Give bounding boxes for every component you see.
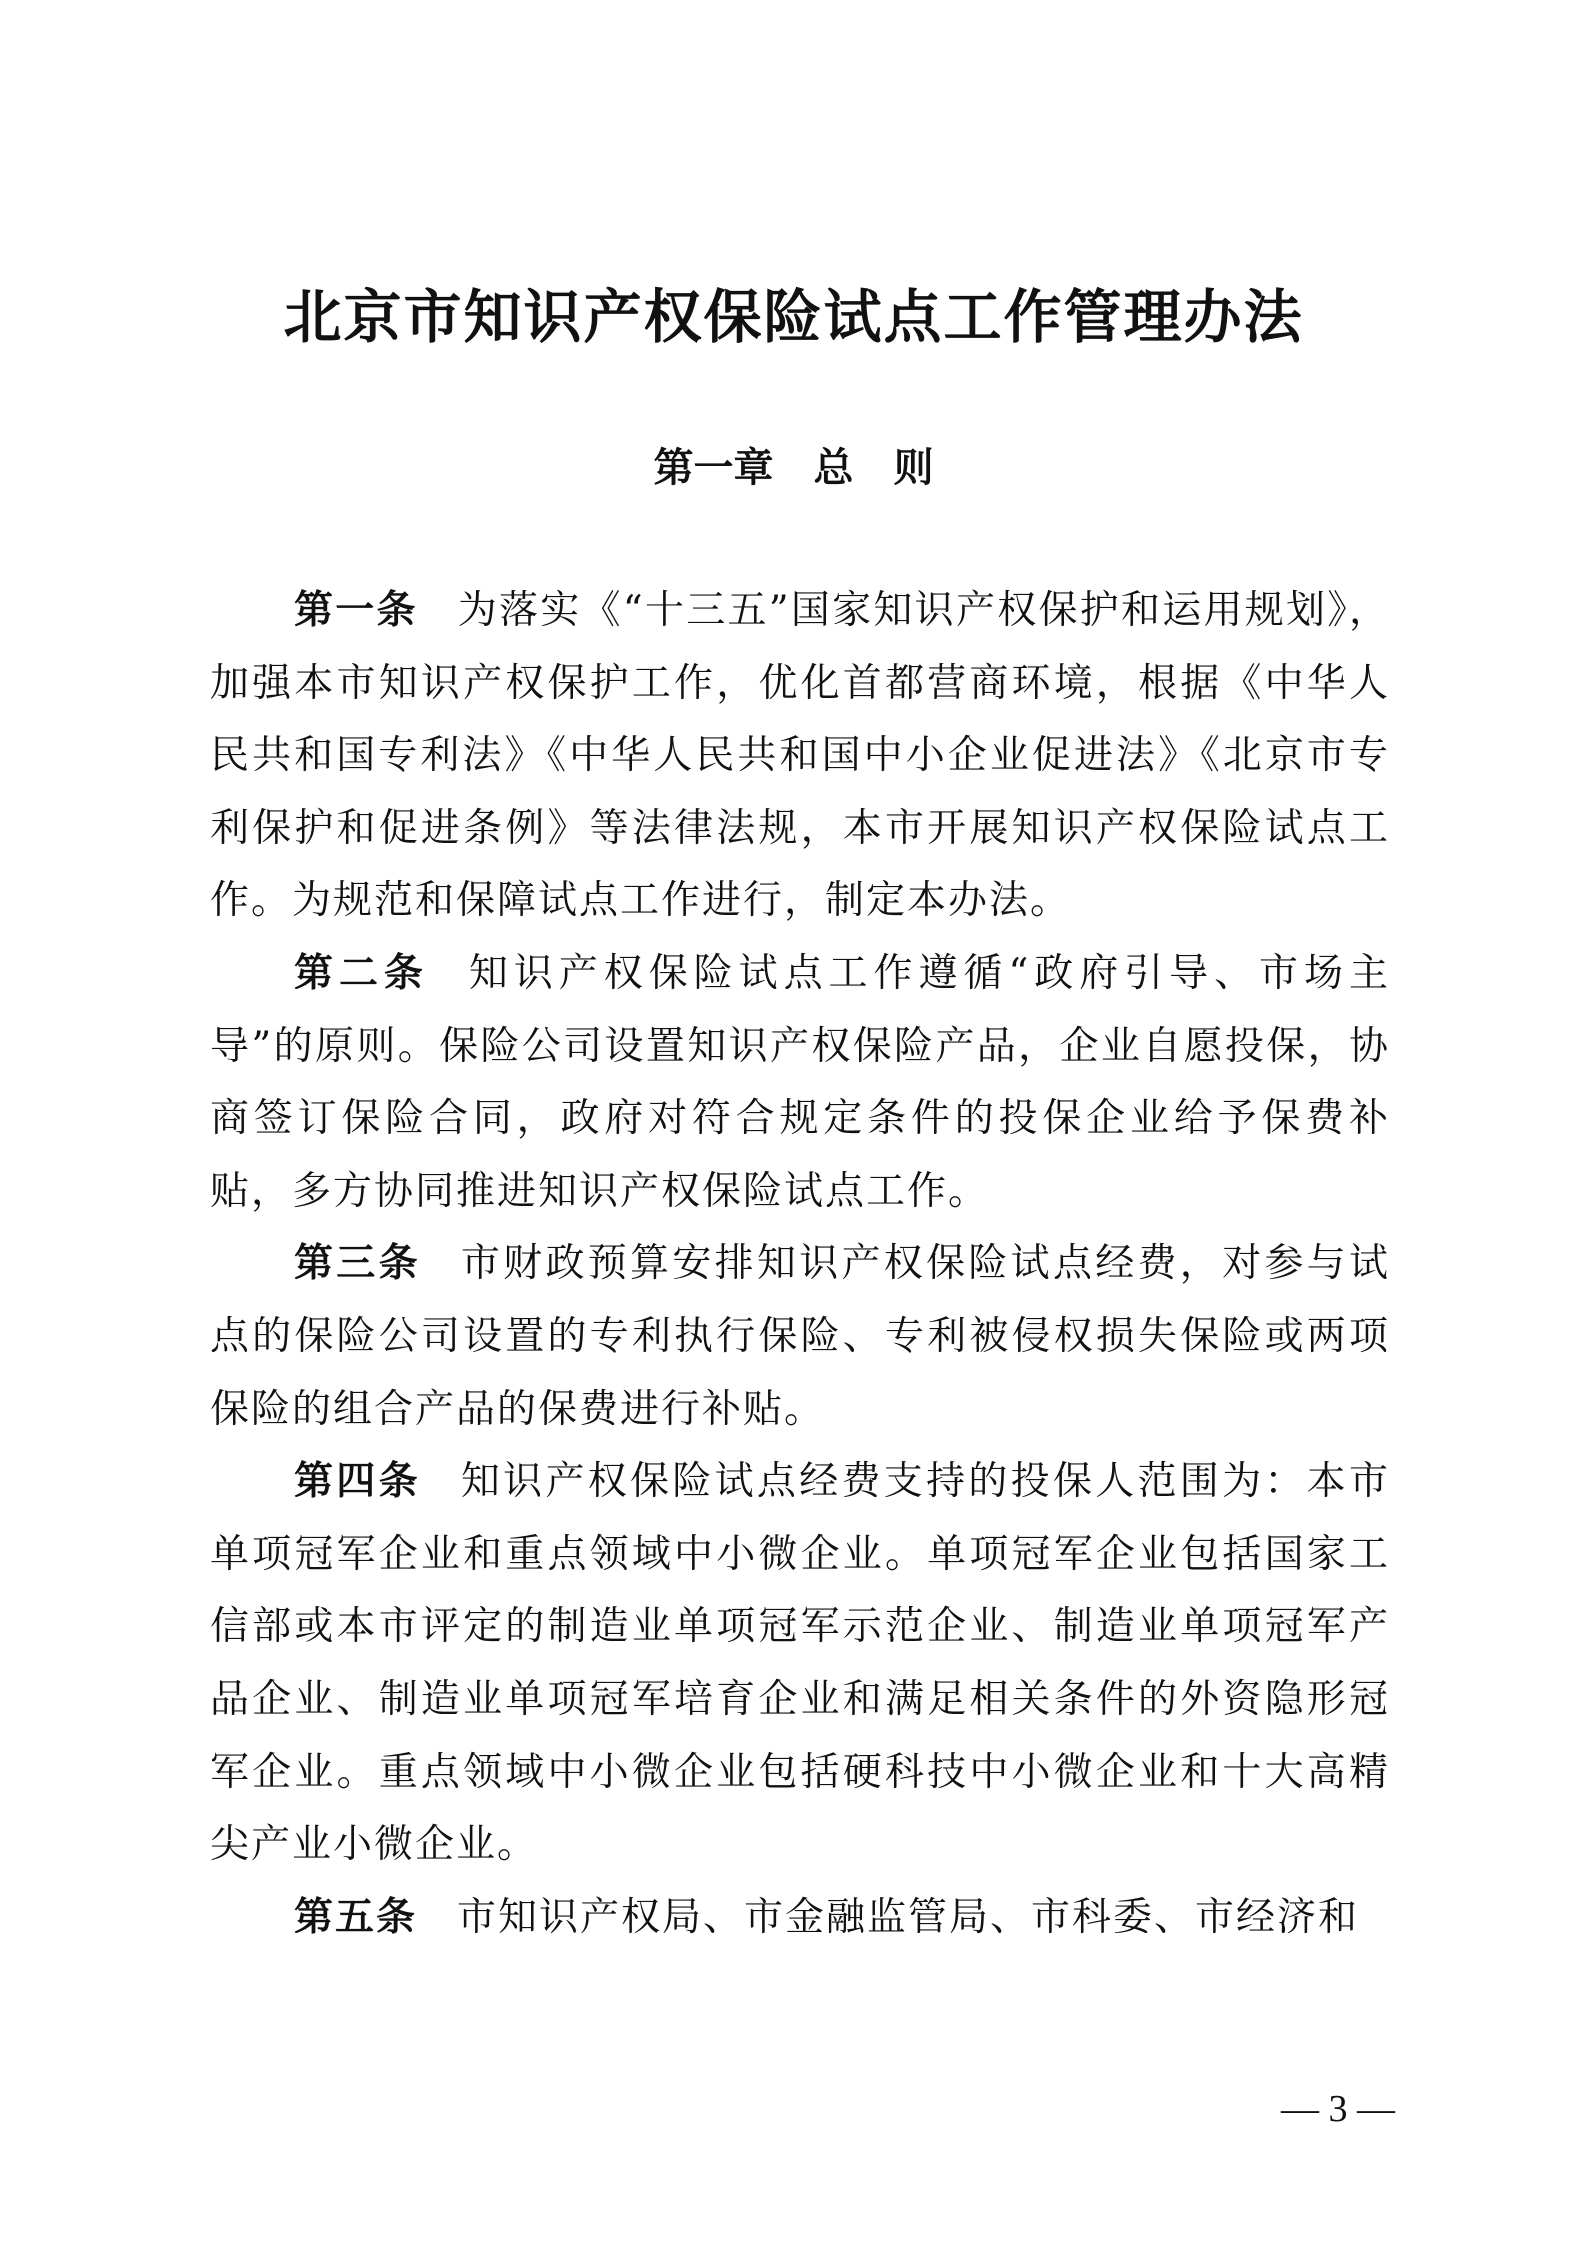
article-label: 第二条 bbox=[294, 950, 429, 996]
article-text: 知识产权保险试点经费支持的投保人范围为：本市单项冠军企业和重点领域中小微企业。单项冠军企业包括国家工信部或本市评定的制造业单项冠军示范企业、制造业单项冠军产品企业、制造业单项冠军培育企业和满足相关条件的外资隐形冠军企业。重点领域中小微企业包括硬科技中小微企业和十大高精尖产业小微企业。 bbox=[210, 1459, 1390, 1868]
article-4 bbox=[210, 1446, 1390, 1882]
document-title: 北京市知识产权保险试点工作管理办法 bbox=[283, 283, 1304, 351]
article-text: 知识产权保险试点工作遵循“政府引导、市场主导”的原则。保险公司设置知识产权保险产品，企业自愿投保，协商签订保险合同，政府对符合规定条件的投保企业给予保费补贴，多方协同推进知识产权保险试点工作。 bbox=[210, 950, 1390, 1214]
article-text: 市知识产权局、市金融监管局、市科委、市经济和 bbox=[457, 1894, 1360, 1940]
article-label: 第一条 bbox=[294, 588, 418, 633]
article-5 bbox=[210, 1882, 1390, 1955]
article-3 bbox=[210, 1228, 1390, 1446]
article-1 bbox=[210, 575, 1390, 938]
article-text: 市财政预算安排知识产权保险试点经费，对参与试点的保险公司设置的专利执行保险、专利被侵权损失保险或两项保险的组合产品的保费进行补贴。 bbox=[210, 1241, 1390, 1432]
article-label: 第四条 bbox=[294, 1459, 421, 1505]
article-label: 第三条 bbox=[294, 1241, 421, 1287]
article-text: 为落实《“十三五”国家知识产权保护和运用规划》，加强本市知识产权保护工作，优化首都营商环境，根据《中华人民共和国专利法》《中华人民共和国中小企业促进法》《北京市专利保护和促进条例》等法律法规，本市开展知识产权保险试点工作。为规范和保障试点工作进行，制定本办法。 bbox=[210, 588, 1390, 924]
chapter-heading-text: 第一章 总 则 bbox=[653, 445, 934, 491]
article-2 bbox=[210, 938, 1390, 1228]
chapter-heading bbox=[0, 440, 1587, 496]
page-number: — 3 — bbox=[1281, 2088, 1395, 2130]
document-body bbox=[210, 575, 1390, 1954]
article-label: 第五条 bbox=[294, 1894, 418, 1940]
